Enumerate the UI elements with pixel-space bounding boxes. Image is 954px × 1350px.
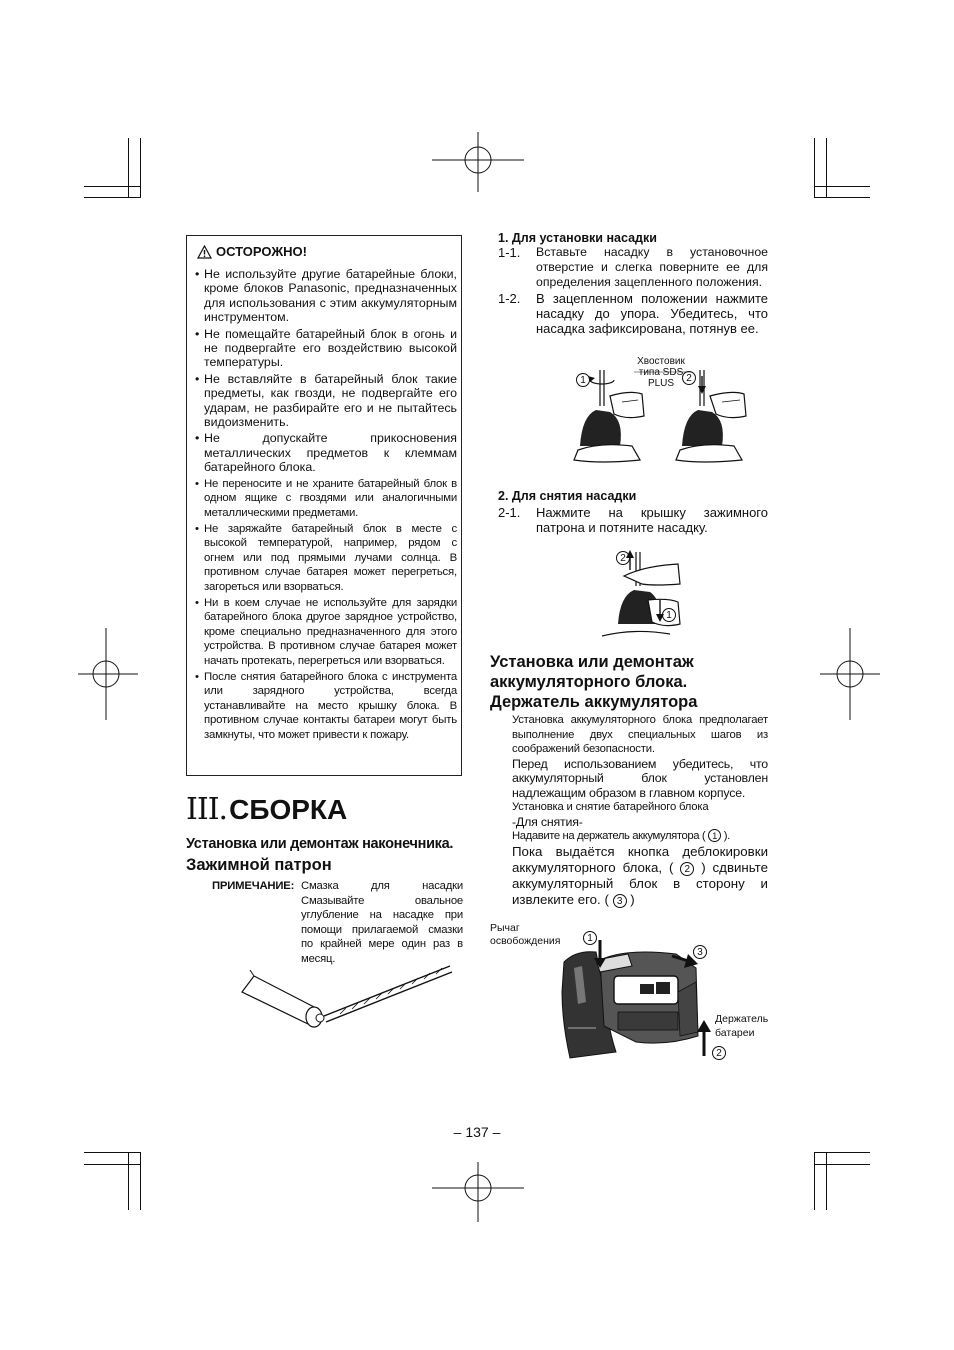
warning-title-text: ОСТОРОЖНО! (216, 244, 307, 259)
remove-step: 2-1. Нажмите на крышку зажимного патрона и потяните насадку. (498, 505, 768, 535)
sds-plus-label: Хвостовик типа SDS PLUS (637, 356, 685, 389)
subsection-title-chuck: Зажимной патрон (186, 856, 332, 874)
warning-triangle-icon (197, 245, 212, 259)
warning-title (197, 244, 307, 259)
battery-p1: Установка аккумуляторного блока предполагает выполнение двух специальных шагов из соображений безопасности. (512, 714, 768, 755)
warning-item: • Не заряжайте батарейный блок в месте с высокой температурой, например, рядом с огнем или под прямыми лучами солнца. В противном случае батарея может перегреться, загореться или взорваться. (195, 522, 457, 594)
install-mark-2: 2 (682, 371, 696, 385)
battery-p4: -Для снятия- (512, 814, 583, 829)
warning-item: • Не помещайте батарейный блок в огонь и не подвергайте его воздействию высокой температуры. (195, 327, 457, 370)
battery-num-3: 3 (613, 894, 627, 908)
registration-mark-bottom (432, 1162, 524, 1222)
registration-mark-left (78, 628, 138, 720)
section-roman: III. (186, 792, 228, 827)
warning-item: • Не вставляйте в батарейный блок такие предметы, как гвозди, не подвергайте его ударам, не разбирайте его и не пытайтесь видоизменить. (195, 372, 457, 430)
page-number: – 137 – (453, 1124, 501, 1140)
install-heading: 1. Для установки насадки (498, 231, 657, 245)
registration-mark-top (432, 132, 524, 192)
remove-mark-2: 2 (616, 551, 630, 565)
warning-item: • Не используйте другие батарейные блоки, кроме блоков Panasonic, предназначенных для использования с этим аккумуляторным инструментом. (195, 267, 457, 325)
warning-item: • Ни в коем случае не используйте для зарядки батарейного блока другое зарядное устройство, кроме специально предназначенного для этого устройства. В противном случае батарея может начать протекать, перегреться или взорваться. (195, 596, 457, 668)
figure-mark-3: 3 (693, 945, 707, 959)
warning-item: • Не допускайте прикосновения металлических предметов к клеммам батарейного блока. (195, 431, 457, 474)
battery-figure (556, 932, 716, 1062)
registration-mark-right (820, 628, 880, 720)
warning-box (186, 235, 462, 776)
note-text: Смазка для насадки Смазывайте овальное углубление на насадке при помощи прилагаемой смазки по крайней мере один раз в месяц. (301, 880, 463, 965)
battery-p2: Перед использованием убедитесь, что аккумуляторный блок установлен надлежащим образом в главном корпусе. (512, 756, 768, 800)
battery-num-2: 2 (680, 862, 694, 876)
grease-tube-figure (240, 962, 462, 1034)
battery-p6: Пока выдаётся кнопка деблокировки аккумуляторного блока, ( 2 ) сдвиньте аккумуляторный блок в сторону и извлеките его. ( 3 ) (512, 843, 768, 907)
remove-figure (598, 544, 686, 640)
subsection-title-bit: Установка или демонтаж наконечника. (186, 836, 454, 852)
warning-item: • После снятия батарейного блока с инструмента или зарядного устройства, всегда устанавливайте на место крышку блока. В противном случае контакты батареи могут быть замкнуты, что может привести к пожару. (195, 670, 457, 742)
install-step: 1-1. Вставьте насадку в установочное отверстие и слегка поверните ее для определения зацепленного положения. (498, 245, 768, 289)
battery-p3: Установка и снятие батарейного блока (512, 801, 709, 813)
warning-item: • Не переносите и не храните батарейный блок в одном ящике с гвоздями или аналогичными металлическими предметами. (195, 477, 457, 520)
install-mark-1: 1 (576, 373, 590, 387)
release-lever-label: Рычаг освобождения (490, 922, 561, 947)
battery-heading: Установка или демонтаж аккумуляторного блока. Держатель аккумулятора (490, 653, 698, 711)
warning-list (195, 267, 457, 744)
section-title: СБОРКА (229, 793, 348, 825)
battery-holder-label: Держатель батареи (715, 1013, 769, 1039)
battery-text (512, 713, 768, 908)
note-label: ПРИМЕЧАНИЕ: (212, 880, 295, 892)
install-figure (560, 350, 756, 466)
remove-mark-1: 1 (662, 608, 676, 622)
figure-mark-2: 2 (712, 1046, 726, 1060)
remove-heading: 2. Для снятия насадки (498, 489, 637, 503)
battery-p5: Надавите на держатель аккумулятора ( 1 ). (512, 830, 730, 842)
figure-mark-1: 1 (583, 931, 597, 945)
install-step: 1-2. В зацепленном положении нажмите насадку до упора. Убедитесь, что насадка зафиксирована, потянув ее. (498, 291, 768, 336)
section-heading (186, 792, 347, 827)
battery-num-1: 1 (708, 829, 721, 842)
